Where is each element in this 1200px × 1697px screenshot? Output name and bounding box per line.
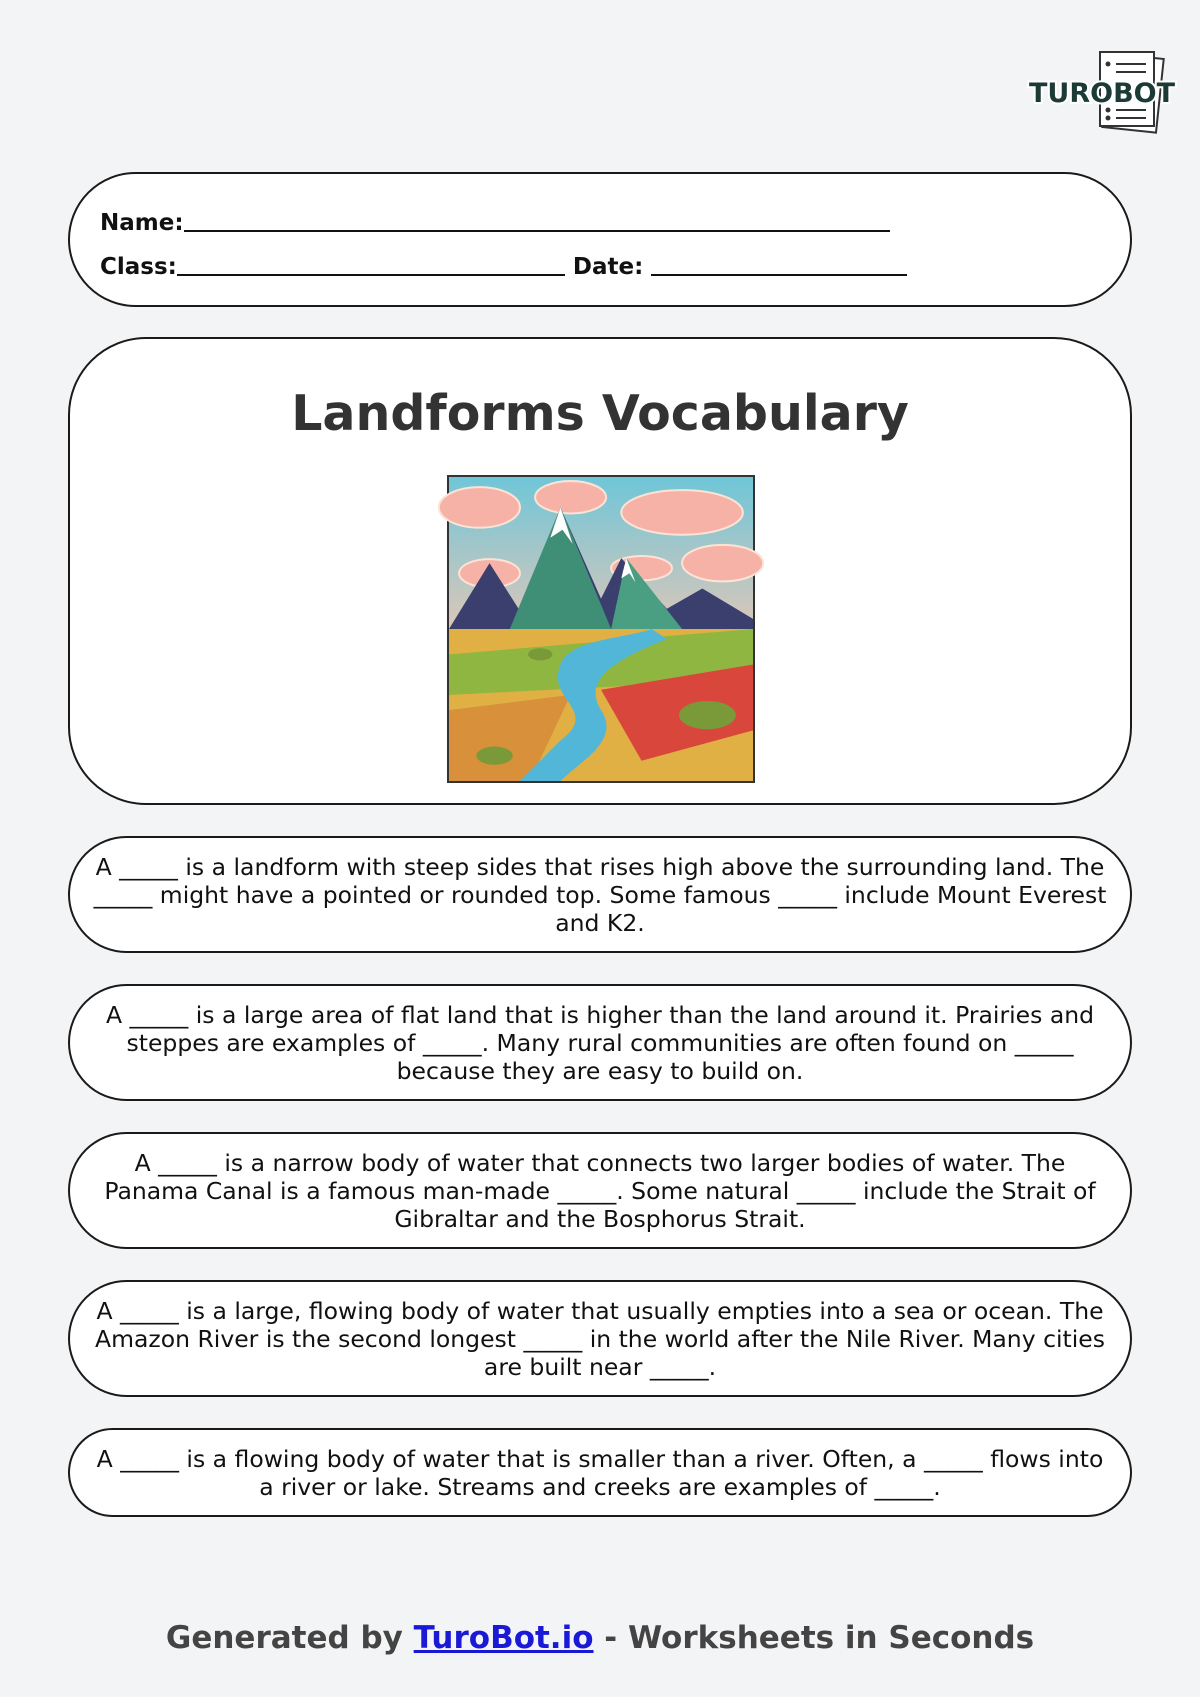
name-field[interactable] — [184, 229, 890, 232]
class-field[interactable] — [177, 273, 565, 276]
date-field[interactable] — [651, 273, 907, 276]
question-4: A _____ is a large, flowing body of water that usually empties into a sea or ocean. The Amazon River is the second longest _____ in the world after the Nile River. Many cities are built near _____. — [68, 1280, 1132, 1397]
landscape-illustration-icon — [447, 475, 755, 783]
date-label: Date: — [572, 254, 644, 280]
svg-text:TUROBOT: TUROBOT — [1028, 78, 1176, 109]
class-date-row — [100, 254, 907, 280]
name-label: Name: — [100, 210, 184, 236]
footer-credit — [0, 1620, 1200, 1656]
question-5: A _____ is a flowing body of water that is smaller than a river. Often, a _____ flows into a river or lake. Streams and creeks are examples of _____. — [68, 1428, 1132, 1517]
footer-suffix: - Worksheets in Seconds — [593, 1620, 1035, 1656]
question-3: A _____ is a narrow body of water that connects two larger bodies of water. The Panama Canal is a famous man-made _____. Some natural _____ include the Strait of Gibraltar and the Bosphorus Strait. — [68, 1132, 1132, 1249]
worksheet-title: Landforms Vocabulary — [291, 385, 909, 442]
student-info-panel — [68, 172, 1132, 307]
footer-prefix: Generated by — [165, 1620, 414, 1656]
turobot-link[interactable]: TuroBot.io — [413, 1620, 594, 1656]
question-2: A _____ is a large area of flat land that is higher than the land around it. Prairies and steppes are examples of _____. Many rural communities are often found on _____ because they are easy to build on. — [68, 984, 1132, 1101]
name-row — [100, 210, 890, 236]
title-panel — [68, 337, 1132, 805]
question-1: A _____ is a landform with steep sides that rises high above the surrounding land. The _____ might have a pointed or rounded top. Some famous _____ include Mount Everest and K2. — [68, 836, 1132, 953]
turobot-logo — [1028, 50, 1176, 138]
class-label: Class: — [100, 254, 177, 280]
